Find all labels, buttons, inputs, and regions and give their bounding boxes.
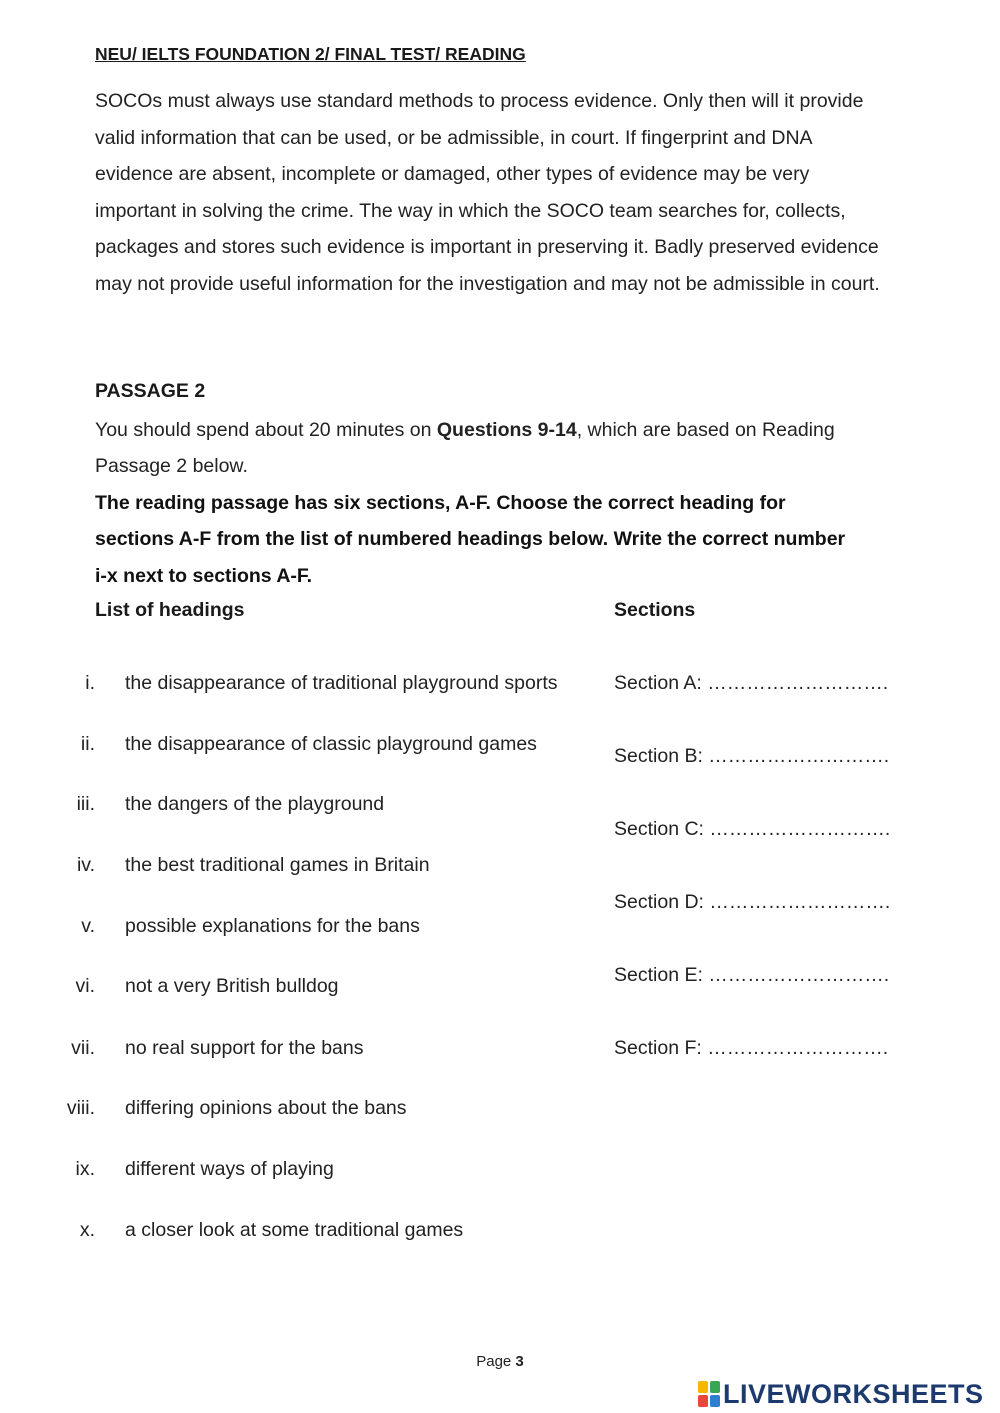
instruction-post: , which are based on Reading — [576, 419, 835, 441]
heading-text: a closer look at some traditional games — [125, 1219, 464, 1241]
instruction-pre: You should spend about 20 minutes on — [95, 419, 437, 441]
heading-number: ii. — [80, 733, 95, 755]
heading-number: iv. — [76, 854, 95, 876]
questions-range: Questions 9-14 — [436, 419, 577, 441]
list-of-headings-label: List of headings — [95, 599, 245, 621]
page-number: 3 — [515, 1353, 524, 1370]
task-line: i-x next to sections A-F. — [95, 564, 313, 587]
section-c-answer[interactable]: Section C: ………………………. — [614, 818, 891, 840]
heading-number: v. — [81, 915, 95, 937]
paragraph-line: important in solving the crime. The way in which the SOCO team searches for, collects, — [95, 199, 846, 222]
heading-text: possible explanations for the bans — [125, 915, 420, 937]
paragraph-line: valid information that can be used, or be admissible, in court. If fingerprint and DNA — [95, 126, 813, 149]
heading-number: i. — [85, 672, 95, 694]
section-f-answer[interactable]: Section F: ………………………. — [614, 1037, 889, 1059]
passage-instructions — [95, 412, 945, 594]
task-line: The reading passage has six sections, A-F. Choose the correct heading for — [95, 491, 786, 514]
heading-text: not a very British bulldog — [125, 975, 339, 997]
heading-number: vi. — [75, 975, 95, 997]
page-label: Page — [476, 1353, 516, 1370]
document-title: NEU/ IELTS FOUNDATION 2/ FINAL TEST/ READING — [95, 44, 526, 64]
heading-number: viii. — [66, 1097, 95, 1119]
section-b-answer[interactable]: Section B: ………………………. — [614, 745, 890, 767]
section-a-answer[interactable]: Section A: ………………………. — [614, 672, 889, 694]
heading-text: the best traditional games in Britain — [125, 854, 430, 876]
logo-mark-icon — [698, 1381, 720, 1407]
heading-text: the dangers of the playground — [125, 793, 385, 815]
heading-text: no real support for the bans — [125, 1037, 364, 1059]
task-line: sections A-F from the list of numbered headings below. Write the correct number — [95, 528, 846, 551]
heading-text: differing opinions about the bans — [125, 1097, 407, 1119]
sections-label: Sections — [614, 599, 696, 621]
heading-number: x. — [79, 1219, 95, 1241]
paragraph-line: may not provide useful information for the investigation and may not be admissible in court. — [95, 272, 880, 295]
paragraph-line: packages and stores such evidence is important in preserving it. Badly preserved evidence — [95, 236, 879, 259]
heading-number: ix. — [75, 1158, 95, 1180]
liveworksheets-logo — [698, 1378, 984, 1410]
paragraph-line: SOCOs must always use standard methods to process evidence. Only then will it provide — [95, 90, 864, 112]
passage-label: PASSAGE 2 — [95, 380, 206, 402]
instruction-line-2: Passage 2 below. — [95, 455, 248, 478]
page-footer — [0, 1353, 1000, 1370]
heading-number: vii. — [71, 1037, 95, 1059]
heading-text: the disappearance of traditional playground sports — [125, 672, 558, 694]
heading-text: the disappearance of classic playground games — [125, 733, 537, 755]
section-e-answer[interactable]: Section E: ………………………. — [614, 964, 890, 986]
heading-text: different ways of playing — [125, 1158, 334, 1180]
section-d-answer[interactable]: Section D: ………………………. — [614, 891, 891, 913]
intro-paragraph — [95, 83, 925, 303]
instruction-line — [95, 412, 945, 448]
heading-number: iii. — [76, 793, 95, 815]
logo-text: LIVEWORKSHEETS — [723, 1378, 984, 1409]
paragraph-line: evidence are absent, incomplete or damaged, other types of evidence may be very — [95, 163, 810, 186]
